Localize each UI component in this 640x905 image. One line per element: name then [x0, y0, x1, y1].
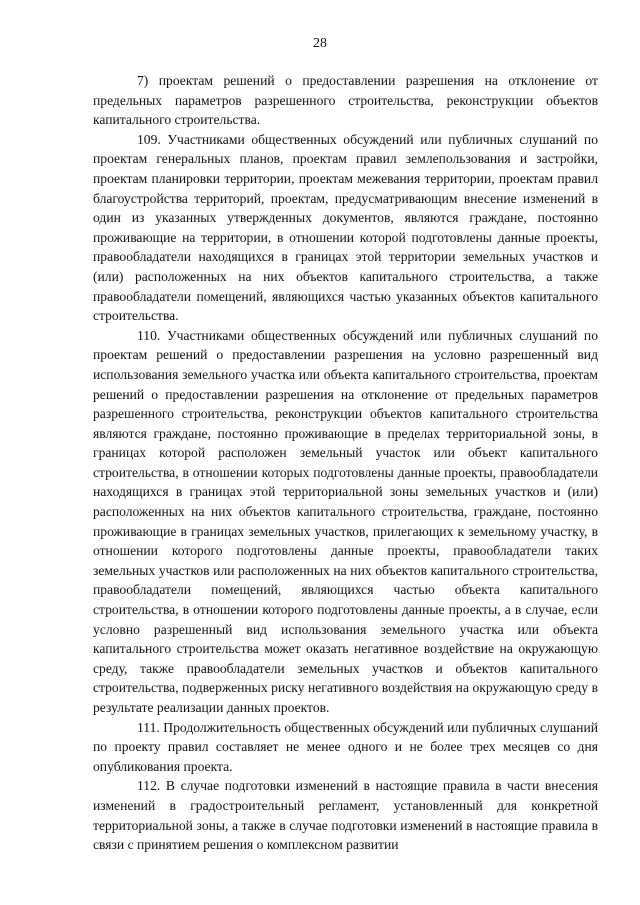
paragraph-item-7: 7) проектам решений о предоставлении разрешения на отклонение от предельных параметров разрешенного строительства, реконструкции объектов капитального строительства. [93, 73, 598, 128]
paragraph-112: 112. В случае подготовки изменений в настоящие правила в части внесения изменений в градостроительный регламент, установленный для конкретной территориальной зоны, а также в случае подготовки изменений в настоящие правила в связи с принятием решения о комплексном развитии [93, 778, 598, 853]
page-number: 28 [313, 36, 327, 51]
paragraph-110: 110. Участниками общественных обсуждений или публичных слушаний по проектам решений о предоставлении разрешения на условно разрешенный вид использования земельного участка или объекта капитального строительства, проектам решений о предоставлении разрешения на отклонение от предельных параметров разрешенного строительства, реконструкции объектов капитального строительства являются граждане, постоянно проживающие в пределах территориальной зоны, в границах которой расположен земельный участок или объект капитального строительства, в отношении которых подготовлены данные проекты, правообладатели находящихся в границах этой территориальной зоны земельных участков и (или) расположенных на них объектов капитального строительства, граждане, постоянно проживающие в границах земельных участков, прилегающих к земельному участку, в отношении которого подготовлены данные проекты, правообладатели таких земельных участков или расположенных на них объектов капитального строительства, правообладатели помещений, являющихся частью объекта капитального строительства, в отношении которого подготовлены данные проекты, а в случае, если условно разрешенный вид использования земельного участка или объекта капитального строительства может оказать негативное воздействие на окружающую среду, также правообладатели земельных участков и объектов капитального строительства, подверженных риску негативного воздействия на окружающую среду в результате реализации данных проектов. [93, 327, 598, 715]
paragraph-109: 109. Участниками общественных обсуждений или публичных слушаний по проектам генеральных планов, проектам правил землепользования и застройки, проектам планировки территории, проектам межевания территории, проектам правил благоустройства территорий, проектам, предусматривающим внесение изменений в один из указанных утвержденных документов, являются граждане, постоянно проживающие на территории, в отношении которой подготовлены данные проекты, правообладатели находящихся в границах этой территории земельных участков и (или) расположенных на них объектов капитального строительства, а также правообладатели помещений, являющихся частью указанных объектов капитального строительства. [93, 131, 598, 324]
paragraph-111: 111. Продолжительность общественных обсуждений или публичных слушаний по проекту правил составляет не менее одного и не более трех месяцев со дня опубликования проекта. [93, 719, 598, 774]
document-body [93, 71, 598, 855]
